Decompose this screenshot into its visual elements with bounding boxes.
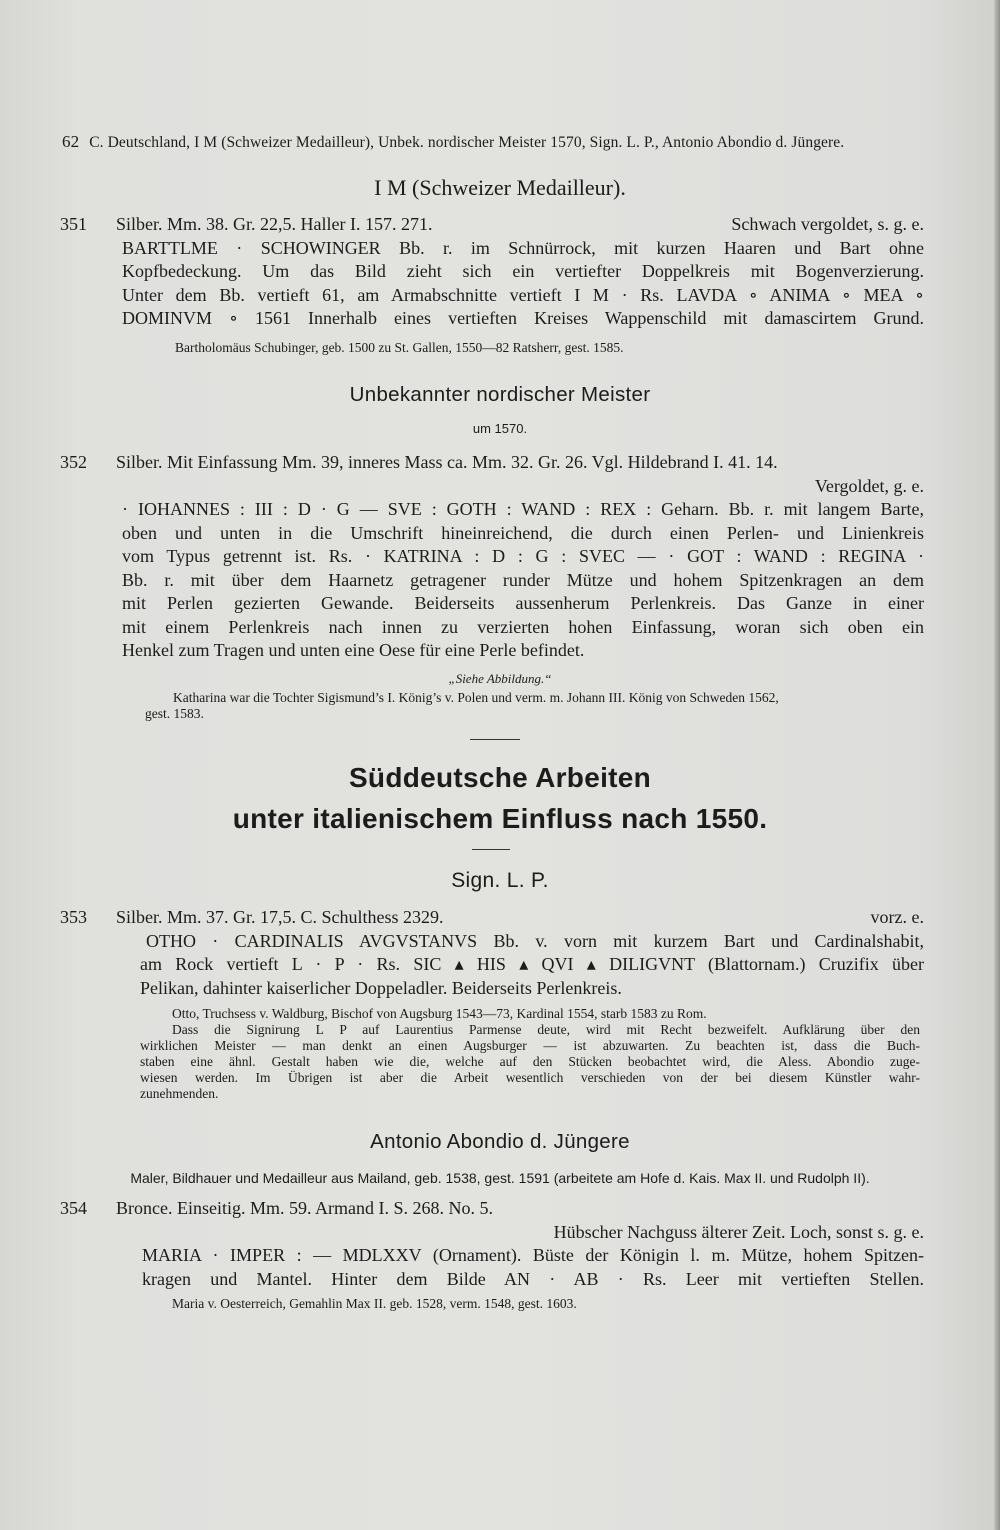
entry-352 <box>60 451 924 663</box>
entry-line: Vergoldet, g. e. <box>814 475 924 496</box>
footnote-line: Dass die Signirung L P auf Laurentius Parmense deute, wird mit Recht bezweifelt. Aufklärung über den <box>172 1022 920 1037</box>
entry-line: oben und unten in die Umschrift hineinreichend, die durch einen Perlen- und Linienkreis <box>122 522 924 543</box>
figure-reference: „Siehe Abbildung.“ <box>448 671 552 686</box>
footnote-line: Otto, Truchsess v. Waldburg, Bischof von Augsburg 1543—73, Kardinal 1554, starb 1583 zu Rom. <box>172 1006 707 1021</box>
footnote-line: gest. 1583. <box>145 706 204 721</box>
footnote-line: wirklichen Meister — man denkt an einen Augsburger — ist abzuwarten. Zu beachten ist, dass die Buch- <box>140 1038 920 1053</box>
entry-line: Silber. Mm. 38. Gr. 22,5. Haller I. 157. 271. <box>116 214 433 234</box>
footnote-354: Maria v. Oesterreich, Gemahlin Max II. geb. 1528, verm. 1548, gest. 1603. <box>172 1296 577 1311</box>
entry-351 <box>60 213 924 331</box>
entry-number: 352 <box>60 452 87 472</box>
heading-unbekannter: Unbekannter nordischer Meister <box>349 383 651 406</box>
running-head <box>62 132 922 152</box>
footnote-line: zunehmenden. <box>140 1086 219 1101</box>
entry-line: BARTTLME · SCHOWINGER Bb. r. im Schnürrock, mit kurzen Haaren und Bart ohne <box>122 237 924 258</box>
entry-number: 351 <box>60 214 87 234</box>
entry-line: mit Perlen gezierten Gewande. Beiderseits aussenherum Perlenkreis. Das Ganze in einer <box>122 593 924 613</box>
section-divider <box>472 849 510 850</box>
heading-sign-lp: Sign. L. P. <box>451 869 549 892</box>
subheading-unbekannter: um 1570. <box>472 421 528 436</box>
footnote-353 <box>140 1006 920 1102</box>
running-head-text: C. Deutschland, I M (Schweizer Medailleur), Unbek. nordischer Meister 1570, Sign. L. P., Antonio Abondio d. Jüngere. <box>89 134 845 151</box>
entry-line: MARIA · IMPER : — MDLXXV (Ornament). Büste der Königin l. m. Mütze, hohem Spitzen- <box>142 1245 924 1265</box>
entry-line: · IOHANNES : III : D · G — SVE : GOTH : WAND : REX : Geharn. Bb. r. mit langem Barte, <box>122 499 924 519</box>
entry-line: Unter dem Bb. vertieft 61, am Armabschnitte vertieft I M · Rs. LAVDA ∘ ANIMA ∘ MEA ∘ <box>122 284 924 305</box>
page-number: 62 <box>62 132 80 151</box>
entry-line: Kopfbedeckung. Um das Bild zieht sich ein vertiefter Doppelkreis mit Bogenverzierung. <box>122 261 924 281</box>
footnote-line: staben eine ähnl. Gestalt haben wie die, welche auf den Stücken beobachtet wird, die Aless. Abondio zuge- <box>140 1054 920 1069</box>
entry-line: Schwach vergoldet, s. g. e. <box>731 214 924 234</box>
entry-line: am Rock vertieft L · P · Rs. SIC ▴ HIS ▴ QVI ▴ DILIGVNT (Blattornam.) Cruzifix über <box>140 954 924 974</box>
entry-number: 353 <box>60 907 87 927</box>
entry-line: Bronce. Einseitig. Mm. 59. Armand I. S. 268. No. 5. <box>116 1198 493 1218</box>
heading-im: I M (Schweizer Medailleur). <box>374 175 626 200</box>
footnote-line: Katharina war die Tochter Sigismund’s I. König’s v. Polen und verm. m. Johann III. König von Schweden 1562, <box>173 690 779 705</box>
entry-line: Silber. Mm. 37. Gr. 17,5. C. Schulthess 2329. <box>116 907 444 927</box>
heading-abondio: Antonio Abondio d. Jüngere <box>370 1130 630 1153</box>
entry-line: OTHO · CARDINALIS AVGVSTANVS Bb. v. vorn mit kurzem Bart und Cardinalshabit, <box>146 930 924 951</box>
entry-line: vorz. e. <box>870 907 924 927</box>
heading-sueddeutsche-2: unter italienischem Einfluss nach 1550. <box>232 803 768 834</box>
entry-line: Henkel zum Tragen und unten eine Oese für eine Perle befindet. <box>122 640 585 660</box>
entry-line: DOMINVM ∘ 1561 Innerhalb eines vertieften Kreises Wappenschild mit damascirtem Grund. <box>122 308 924 328</box>
entry-number: 354 <box>60 1198 87 1218</box>
footnote-352 <box>145 690 920 722</box>
entry-353 <box>60 906 924 1000</box>
entry-line: vom Typus getrennt ist. Rs. · KATRINA : D : G : SVEC — · GOT : WAND : REGINA · <box>122 546 924 566</box>
heading-sueddeutsche-1: Süddeutsche Arbeiten <box>348 762 652 793</box>
entry-line: Hübscher Nachguss älterer Zeit. Loch, sonst s. g. e. <box>553 1221 924 1242</box>
entry-line: kragen und Mantel. Hinter dem Bilde AN · AB · Rs. Leer mit vertieften Stellen. <box>142 1268 924 1289</box>
section-divider <box>470 739 520 740</box>
entry-line: Silber. Mit Einfassung Mm. 39, inneres Mass ca. Mm. 32. Gr. 26. Vgl. Hildebrand I. 41. 14. <box>116 452 778 472</box>
entry-line: mit einem Perlenkreis nach innen zu verzierten hohen Einfassung, woran sich oben ein <box>122 616 924 637</box>
subheading-abondio: Maler, Bildhauer und Medailleur aus Mailand, geb. 1538, gest. 1591 (arbeitete am Hofe d. Kais. Max II. und Rudolph II). <box>130 1170 870 1186</box>
entry-line: Bb. r. mit über dem Haarnetz getragener runder Mütze und hohem Spitzenkragen an dem <box>122 569 924 590</box>
entry-354 <box>60 1197 924 1291</box>
footnote-line: wiesen werden. Im Übrigen ist aber die Arbeit wesentlich verschieden von der bei diesem Künstler wahr- <box>140 1070 920 1085</box>
footnote-351: Bartholomäus Schubinger, geb. 1500 zu St. Gallen, 1550—82 Ratsherr, gest. 1585. <box>175 340 624 355</box>
entry-line: Pelikan, dahinter kaiserlicher Doppeladler. Beiderseits Perlenkreis. <box>140 977 622 998</box>
